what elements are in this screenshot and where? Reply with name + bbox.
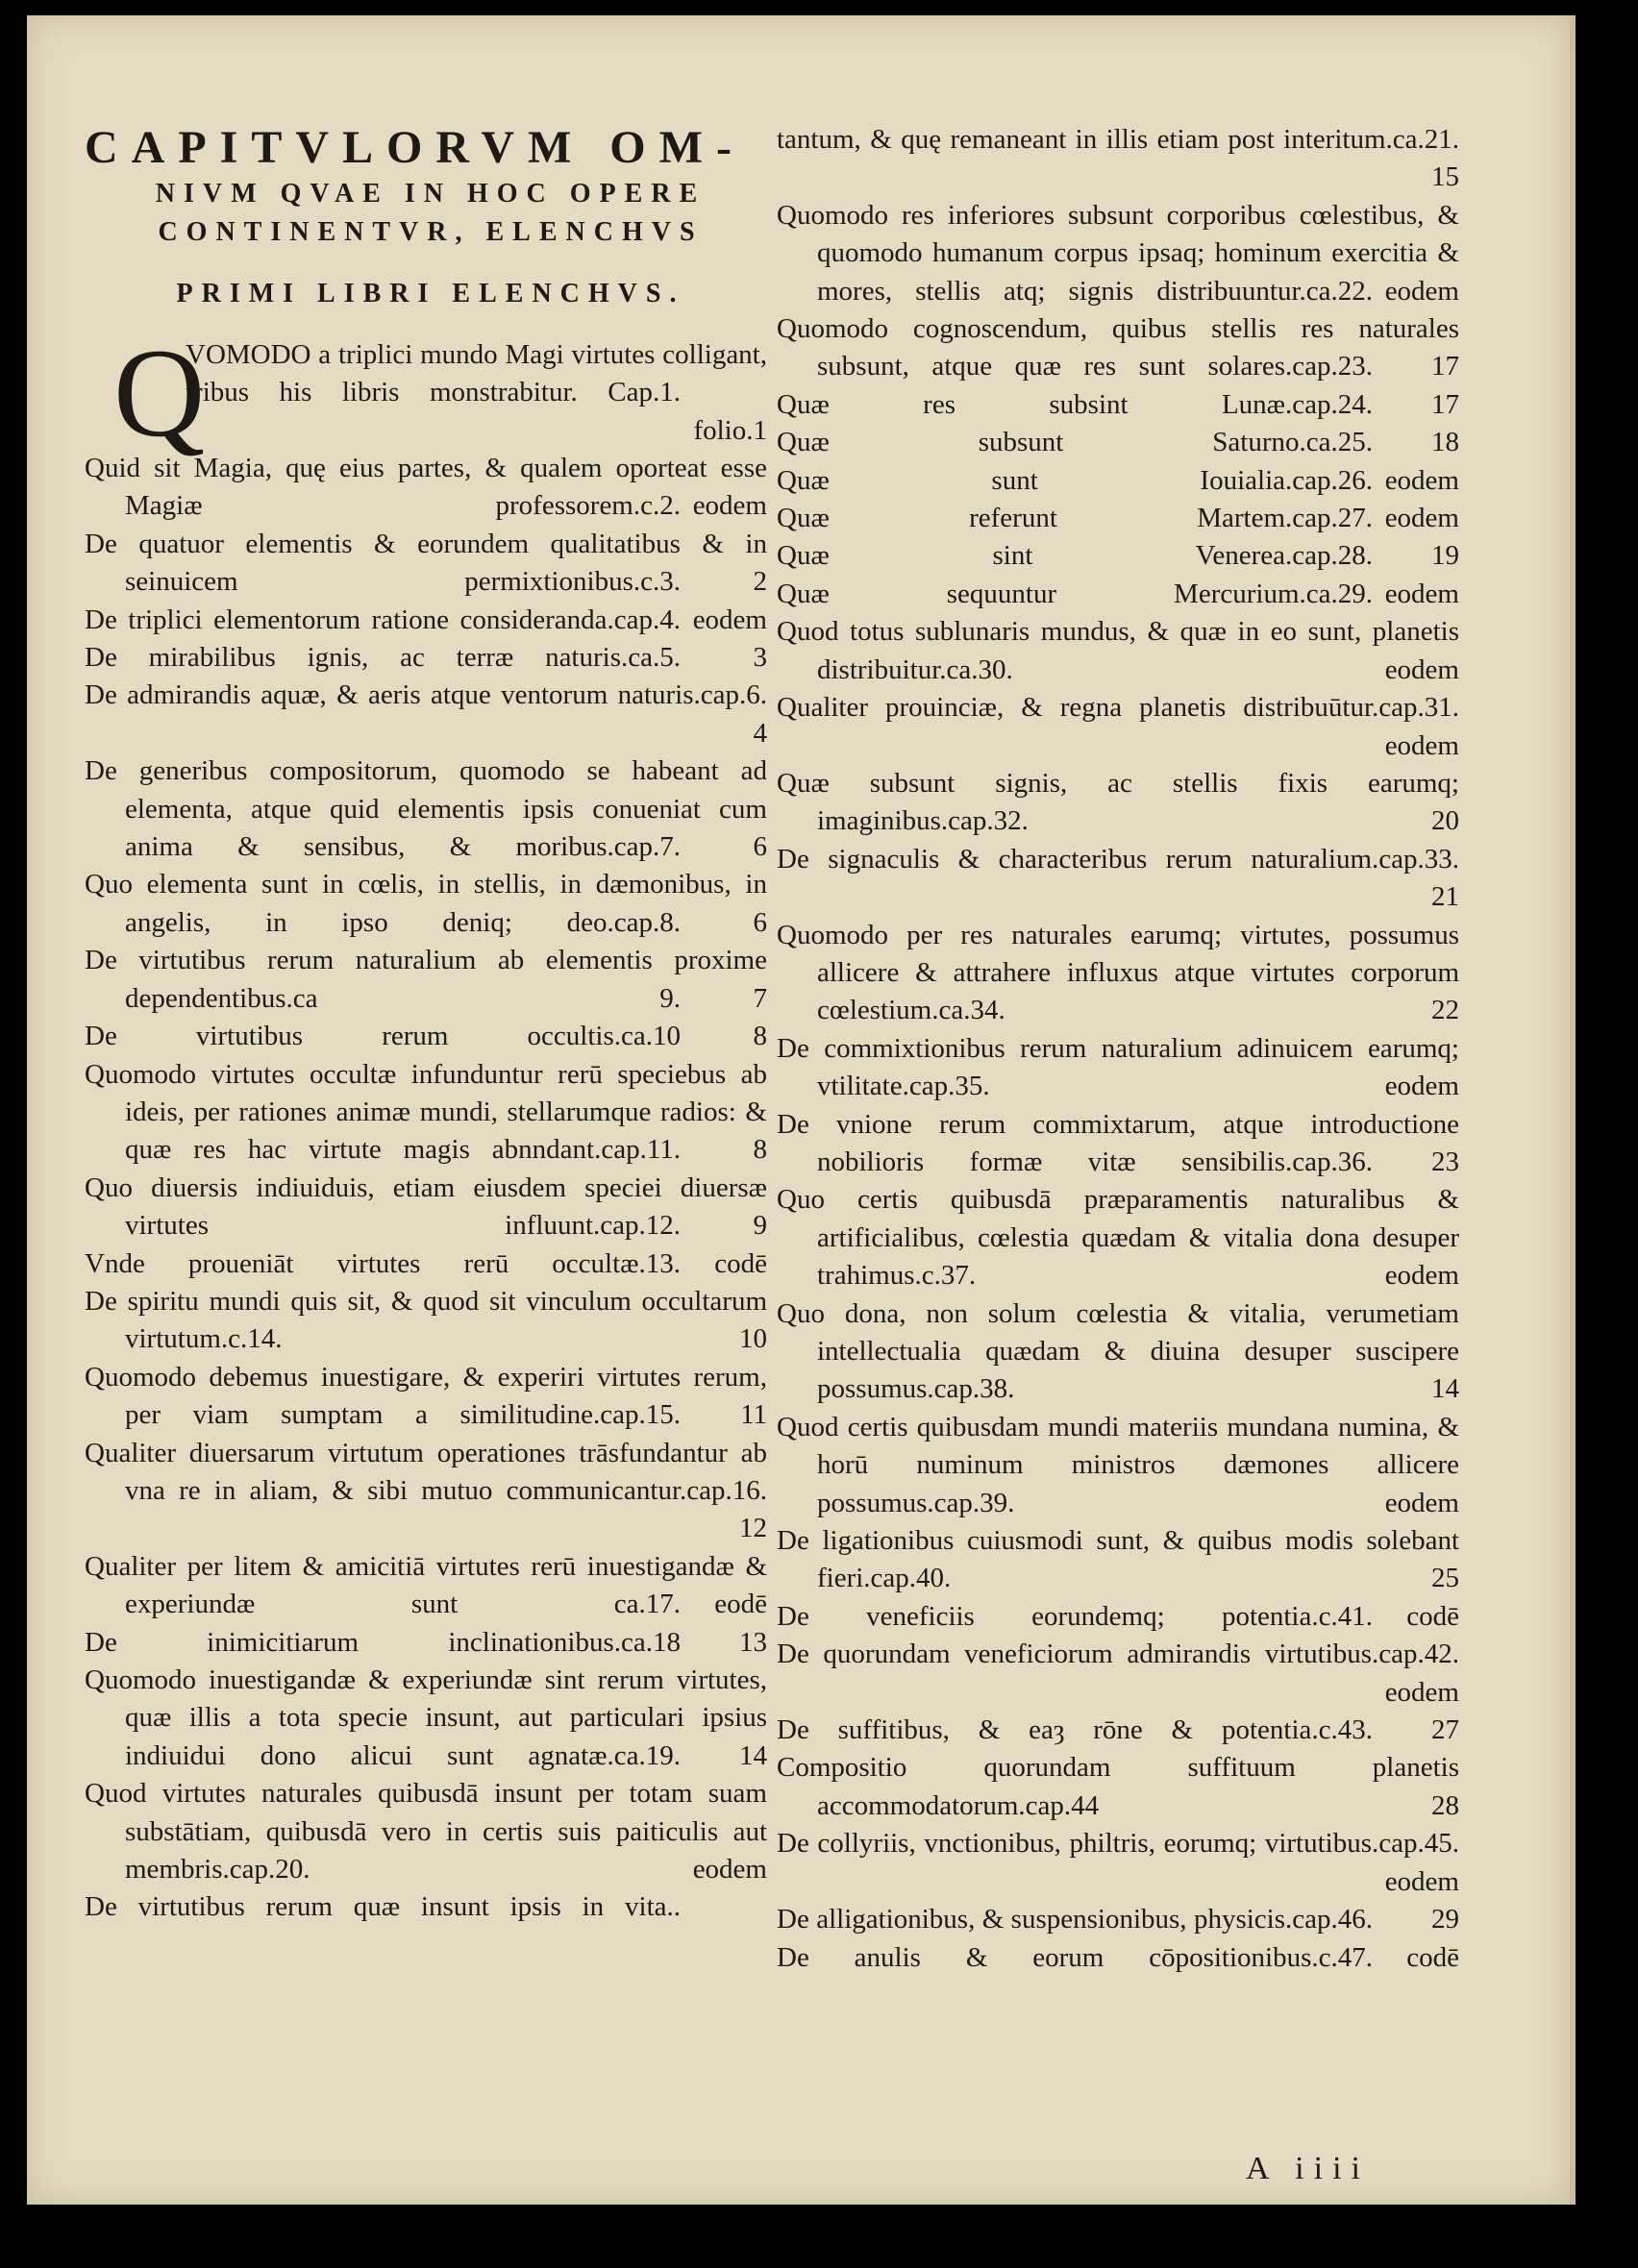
toc-entry-text: De suffitibus, & eaȝ rōne & potentia.c.43. (777, 1714, 1373, 1746)
toc-entry-text: De collyriis, vnctionibus, philtris, eorumq; virtutibus.cap.45. (777, 1828, 1459, 1860)
toc-entry-page: 15 (1431, 161, 1459, 193)
toc-entry (85, 752, 767, 866)
toc-entry-text: De quorundam veneficiorum admirandis virtutibus.cap.42. (777, 1639, 1459, 1670)
toc-entry-text: Quo dona, non solum cœlestia & vitalia, verumetiam intellectualia quædam & diuina desuper suscipere possumus.cap.38. (777, 1297, 1459, 1405)
toc-entry-page: eodem (1384, 464, 1459, 496)
toc-entry-page: 27 (1431, 1714, 1459, 1746)
toc-entry-text: Quæ sint Venerea.cap.28. (777, 540, 1373, 572)
toc-entry-page: eodē (714, 1589, 767, 1620)
toc-entry-page: 11 (740, 1399, 767, 1431)
toc-entry-page: eodem (1384, 1487, 1459, 1518)
toc-entry-text: Quæ res subsint Lunæ.cap.24. (777, 388, 1373, 420)
toc-entry-text: Quomodo virtutes occultæ infunduntur rerū speciebus ab ideis, per rationes animæ mundi, stellarumque radios: & quæ res hac virtute magis abnndant.cap.11. (85, 1058, 767, 1166)
toc-entry (85, 1170, 767, 1245)
toc-entry (777, 424, 1459, 461)
toc-entry-page: 13 (739, 1626, 767, 1658)
toc-entry-page: 4 (753, 717, 767, 749)
toc-entry-page: eodem (1384, 653, 1459, 685)
section-heading: PRIMI LIBRI ELENCHVS. (176, 279, 685, 308)
toc-entry-text: Quæ sunt Iouialia.cap.26. (777, 464, 1373, 496)
toc-entry-text: Quo certis quibusdā præparamentis naturalibus & artificialibus, cœlestia quædam & vitalia dona desuper trahimus.c.37. (777, 1184, 1459, 1292)
toc-entry (777, 1106, 1459, 1182)
toc-entry-text: De inimicitiarum inclinationibus.ca.18 (85, 1626, 681, 1658)
toc-entry-text: Quid sit Magia, quę eius partes, & qualem oporteat esse Magiæ professorem.c.2. (85, 453, 767, 522)
toc-entry (777, 917, 1459, 1030)
toc-entry-page: 10 (739, 1323, 767, 1355)
toc-entry-page: codē (714, 1247, 767, 1279)
toc-entry-page: 28 (1431, 1789, 1459, 1821)
toc-entry (777, 1712, 1459, 1749)
toc-entry-text: VOMODO a triplici mundo Magi virtutes colligant, tribus his libris monstrabitur. Cap.1. (186, 339, 767, 408)
toc-entry (85, 1662, 767, 1775)
title-line-3: CONTINENTVR, ELENCHVS (158, 217, 704, 247)
toc-entry-text: Vnde proueniāt virtutes rerū occultæ.13. (85, 1247, 681, 1279)
toc-entry (777, 1030, 1459, 1106)
toc-entry (777, 1598, 1459, 1636)
toc-entry (777, 1409, 1459, 1522)
toc-entry-text: De triplici elementorum ratione consideranda.cap.4. (85, 604, 681, 635)
toc-entry (777, 689, 1459, 765)
toc-entry-page: eodem (1384, 578, 1459, 609)
toc-entry (85, 866, 767, 942)
toc-entry (85, 1624, 767, 1662)
toc-entry-page: 21 (1431, 881, 1459, 913)
toc-entry (777, 462, 1459, 500)
toc-entry-page: 12 (739, 1513, 767, 1544)
toc-entry (777, 1522, 1459, 1598)
toc-entry-page: folio.1 (693, 414, 767, 446)
toc-entry-first (85, 322, 767, 463)
toc-entry-page: eodem (1384, 729, 1459, 761)
left-column (85, 121, 777, 1927)
toc-entry-text: Qualiter diuersarum virtutum operationes trāsfundantur ab vna re in aliam, & sibi mutuo communicantur.cap.16. (85, 1437, 767, 1506)
toc-entry-text: De vnione rerum commixtarum, atque introductione nobilioris formæ vitæ sensibilis.cap.36. (777, 1108, 1459, 1177)
toc-entry (777, 841, 1459, 917)
toc-entry-page: eodem (1384, 1865, 1459, 1897)
toc-entry-page: 25 (1431, 1563, 1459, 1594)
toc-entry (777, 1939, 1459, 1977)
toc-entry (85, 1359, 767, 1435)
toc-entry-text: Quæ referunt Martem.cap.27. (777, 503, 1373, 534)
toc-entry-page: eodem (1384, 1260, 1459, 1292)
toc-entry-text: De generibus compositorum, quomodo se habeant ad elementa, atque quid elementis ipsis conueniat cum anima & sensibus, & moribus.cap.7. (85, 755, 767, 863)
toc-entry (777, 1181, 1459, 1294)
toc-entry (85, 1775, 767, 1888)
toc-entry (85, 1283, 767, 1359)
toc-entry-page: 9 (753, 1210, 767, 1242)
toc-entry (85, 942, 767, 1018)
toc-entry-text: De admirandis aquæ, & aeris atque ventorum naturis.cap.6. (85, 679, 767, 711)
toc-entry-page: codē (1406, 1600, 1459, 1632)
toc-entry (777, 1295, 1459, 1409)
title-line-2: NIVM QVAE IN HOC OPERE (155, 179, 707, 209)
toc-entry-text: De alligationibus, & suspensionibus, physicis.cap.46. (777, 1904, 1373, 1935)
left-entry-list (85, 450, 777, 1927)
toc-entry (777, 1825, 1459, 1901)
toc-entry-page: 6 (753, 906, 767, 938)
toc-entry-page: 8 (753, 1021, 767, 1052)
toc-entry-text: Quod certis quibusdam mundi materiis mundana numina, & horū numinum ministros dæmones allicere possumus.cap.39. (777, 1411, 1459, 1518)
toc-entry-page: 14 (739, 1739, 767, 1771)
right-entry-list (777, 121, 1469, 1977)
toc-entry (777, 386, 1459, 424)
toc-entry (777, 197, 1459, 310)
book-page (27, 15, 1576, 2205)
toc-entry-page: eodem (1384, 1676, 1459, 1708)
toc-entry-text: Quæ subsunt signis, ac stellis fixis earumq; imaginibus.cap.32. (777, 767, 1459, 837)
toc-entry-page: eodem (692, 490, 767, 522)
toc-entry-page: 20 (1431, 805, 1459, 837)
toc-entry (777, 1749, 1459, 1825)
toc-entry (85, 1435, 767, 1548)
toc-entry-page: codē (1406, 1941, 1459, 1973)
toc-entry-text: De ligationibus cuiusmodi sunt, & quibus modis solebant fieri.cap.40. (777, 1525, 1459, 1594)
toc-entry-text: tantum, & quę remaneant in illis etiam post interitum.ca.21. (777, 124, 1459, 155)
toc-entry-text: Quomodo res inferiores subsunt corporibus cœlestibus, & quomodo humanum corpus ipsaq; hominum exercitia & mores, stellis atq; signis distribuuntur.ca.22. (777, 199, 1459, 307)
toc-entry-text: Qualiter prouinciæ, & regna planetis distribuūtur.cap.31. (777, 692, 1459, 724)
toc-entry (777, 576, 1459, 613)
toc-entry (85, 602, 767, 639)
toc-entry-text: De anulis & eorum cōpositionibus.c.47. (777, 1941, 1373, 1973)
toc-entry-text: De signaculis & characteribus rerum naturalium.cap.33. (777, 843, 1459, 875)
drop-cap: Q (113, 322, 206, 463)
toc-entry (85, 1056, 767, 1170)
toc-entry (777, 765, 1459, 841)
toc-entry-page: eodem (1384, 275, 1459, 307)
toc-entry (777, 500, 1459, 537)
toc-entry (777, 1901, 1459, 1938)
toc-entry-page: 6 (753, 831, 767, 863)
toc-entry-page: 17 (1431, 351, 1459, 382)
toc-entry-page: 7 (753, 982, 767, 1014)
toc-entry-page: 3 (753, 642, 767, 674)
toc-entry-page: 17 (1431, 388, 1459, 420)
toc-entry-text: Quæ sequuntur Mercurium.ca.29. (777, 578, 1373, 609)
toc-entry-text: Quod virtutes naturales quibusdā insunt per totam suam substātiam, quibusdā vero in certis suis paiticulis aut membris.cap.20. (85, 1778, 767, 1886)
toc-entry-text: Quomodo inuestigandæ & experiundæ sint rerum virtutes, quæ illis a tota specie insunt, aut particulari ipsius indiuidui dono alicui sunt agnatæ.ca.19. (85, 1664, 767, 1771)
toc-entry-text: De virtutibus rerum quæ insunt ipsis in vita.. (85, 1891, 681, 1923)
toc-entry-text: Quomodo debemus inuestigare, & experiri virtutes rerum, per viam sumptam a similitudine.cap.15. (85, 1361, 767, 1431)
toc-entry (85, 450, 767, 526)
toc-entry-text: De virtutibus rerum naturalium ab elementis proxime dependentibus.ca 9. (85, 945, 767, 1014)
toc-entry-page: 8 (753, 1134, 767, 1166)
toc-entry-text: Quod totus sublunaris mundus, & quæ in eo sunt, planetis distribuitur.ca.30. (777, 616, 1459, 685)
toc-entry-text: Qualiter per litem & amicitiā virtutes rerū inuestigandæ & experiundæ sunt ca.17. (85, 1550, 767, 1620)
toc-entry-page: 2 (753, 566, 767, 598)
toc-entry (85, 677, 767, 752)
toc-entry-page: 29 (1431, 1904, 1459, 1935)
toc-entry (777, 310, 1459, 386)
toc-entry-page: eodem (1384, 1071, 1459, 1102)
toc-entry-text: De virtutibus rerum occultis.ca.10 (85, 1021, 681, 1052)
toc-entry-text: De commixtionibus rerum naturalium adinuicem earumq; vtilitate.cap.35. (777, 1032, 1459, 1102)
toc-entry-text: Compositio quorundam suffituum planetis accommodatorum.cap.44 (777, 1752, 1459, 1821)
toc-entry (85, 639, 767, 677)
title-line-1: CAPITVLORVM OM- (85, 122, 745, 173)
toc-entry-page: 22 (1431, 995, 1459, 1026)
toc-entry-page: 19 (1431, 540, 1459, 572)
toc-entry-text: Quo elementa sunt in cœlis, in stellis, in dæmonibus, in angelis, in ipso deniq; deo.cap.8. (85, 869, 767, 938)
right-column (777, 121, 1469, 1977)
toc-entry-text: Quæ subsunt Saturno.ca.25. (777, 427, 1373, 458)
toc-entry (85, 1018, 767, 1055)
toc-entry-text: De veneficiis eorundemq; potentia.c.41. (777, 1600, 1373, 1632)
toc-entry-page: 18 (1431, 427, 1459, 458)
toc-entry (85, 1548, 767, 1624)
toc-entry-text: De quatuor elementis & eorundem qualitatibus & in seinuicem permixtionibus.c.3. (85, 528, 767, 598)
toc-entry (777, 537, 1459, 575)
toc-entry (777, 121, 1459, 197)
toc-entry-page: eodem (692, 1854, 767, 1886)
toc-entry-page: eodem (1384, 503, 1459, 534)
toc-entry-text: De mirabilibus ignis, ac terræ naturis.ca.5. (85, 642, 681, 674)
signature-mark: A iiii (1246, 2151, 1370, 2186)
toc-entry-text: Quomodo cognoscendum, quibus stellis res naturales subsunt, atque quæ res sunt solares.cap.23. (777, 313, 1459, 382)
toc-entry (85, 526, 767, 602)
toc-entry-text: De spiritu mundi quis sit, & quod sit vinculum occultarum virtutum.c.14. (85, 1285, 767, 1355)
toc-entry-text: Quomodo per res naturales earumq; virtutes, possumus allicere & attrahere influxus atque virtutes corporum cœlestium.ca.34. (777, 919, 1459, 1026)
toc-entry (85, 1888, 767, 1926)
toc-entry (777, 1636, 1459, 1712)
toc-entry (777, 613, 1459, 689)
toc-entry (85, 1245, 767, 1283)
toc-entry-page: 23 (1431, 1146, 1459, 1177)
toc-entry-page: eodem (692, 604, 767, 635)
toc-entry-page: 14 (1431, 1373, 1459, 1405)
toc-entry-text: Quo diuersis indiuiduis, etiam eiusdem speciei diuersæ virtutes influunt.cap.12. (85, 1171, 767, 1242)
